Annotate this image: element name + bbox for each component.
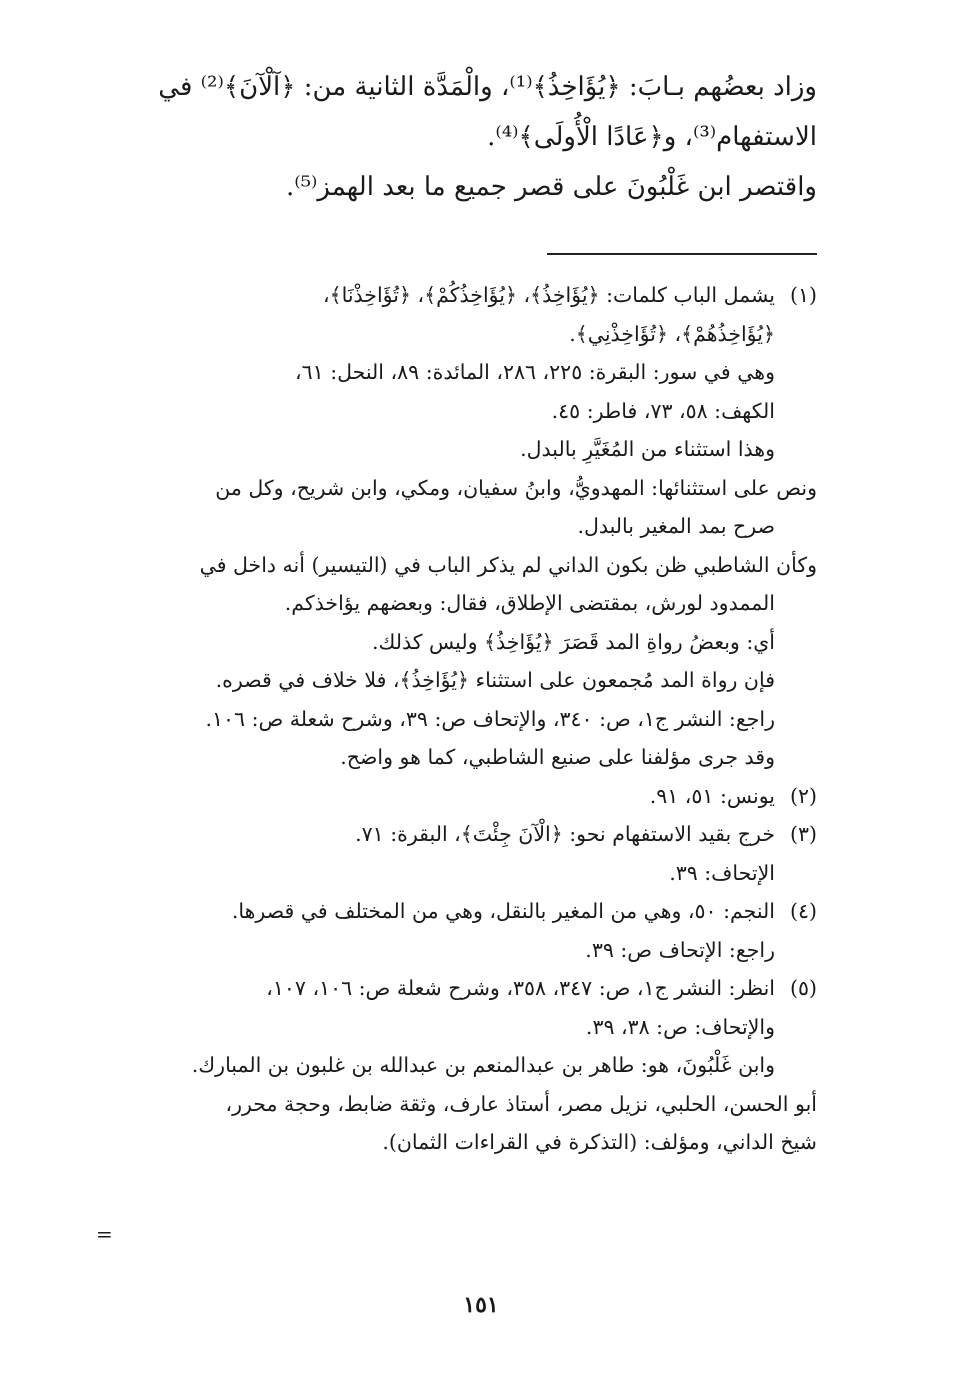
footnote-line: خرج بقيد الاستفهام نحو: ﴿الْآنَ جِئْتَ﴾، البقرة: ٧١.	[355, 822, 775, 846]
main-line: الاستفهام⁽³⁾، و﴿عَادًا الْأُولَى﴾⁽⁴⁾.	[487, 122, 817, 152]
footnote-line: انظر: النشر ج١، ص: ٣٤٧، ٣٥٨، وشرح شعلة ص: ١٠٦، ١٠٧،	[266, 976, 775, 1000]
footnote-1	[105, 276, 817, 777]
footnote-line: وهذا استثناء من المُغَيَّرِ بالبدل.	[520, 437, 775, 461]
footnote-line: وابن غَلْبُونَ، هو: طاهر بن عبدالمنعم بن عبدالله بن غلبون بن المبارك.	[191, 1053, 775, 1077]
footnotes	[105, 276, 817, 1162]
footnote-line: أي: وبعضُ رواةِ المد قَصَرَ ﴿يُؤَاخِذُ﴾ وليس كذلك.	[371, 629, 775, 654]
footnote-line: صرح بمد المغير بالبدل.	[577, 514, 775, 538]
footnote-line: راجع: الإتحاف ص: ٣٩.	[585, 937, 775, 962]
footnote-line: يونس: ٥١، ٩١.	[649, 783, 775, 808]
footnote-line: والإتحاف: ص: ٣٨، ٣٩.	[585, 1014, 775, 1039]
footnote-3	[105, 815, 817, 892]
footnote-number: (٥)	[789, 976, 817, 1000]
footnote-line: ﴿يُؤَاخِذُهُمْ﴾، ﴿تُؤَاخِذْنِي﴾.	[569, 321, 775, 346]
footnote-number: (١)	[789, 283, 817, 307]
footnote-5	[105, 969, 817, 1162]
footnote-4	[105, 892, 817, 969]
page-number: ١٥١	[463, 1292, 499, 1318]
footnote-number: (٢)	[789, 783, 817, 808]
main-line: وزاد بعضُهم بـابَ: ﴿يُؤَاخِذُ﴾⁽¹⁾، والْمَدَّة الثانية من: ﴿آلْآنَ﴾⁽²⁾ في	[158, 72, 817, 102]
footnote-line: وهي في سور: البقرة: ٢٢٥، ٢٨٦، المائدة: ٨٩، النحل: ٦١،	[295, 360, 775, 384]
footnote-line: الإتحاف: ٣٩.	[669, 860, 775, 885]
footnote-line: ونص على استثنائها: المهدويُّ، وابنُ سفيان، ومكي، وابن شريح، وكل من	[215, 475, 817, 500]
continuation-mark: =	[96, 1222, 113, 1246]
footnote-2	[105, 777, 817, 816]
footnote-line: الكهف: ٥٨، ٧٣، فاطر: ٤٥.	[551, 398, 775, 423]
footnote-line: النجم: ٥٠، وهي من المغير بالنقل، وهي من المختلف في قصرها.	[231, 899, 775, 923]
footnote-line: وكأن الشاطبي ظن بكون الداني لم يذكر الباب في (التيسير) أنه داخل في	[199, 552, 817, 577]
main-text	[97, 62, 817, 212]
footnote-line: الممدود لورش، بمقتضى الإطلاق، فقال: وبعضهم يؤاخذكم.	[284, 591, 775, 615]
footnote-line: وقد جرى مؤلفنا على صنيع الشاطبي، كما هو واضح.	[340, 745, 775, 769]
footnote-number: (٣)	[789, 822, 817, 846]
footnote-separator	[547, 253, 817, 255]
footnote-line: أبو الحسن، الحلبي، نزيل مصر، أستاذ عارف، وثقة ضابط، وحجة محرر،	[225, 1091, 817, 1116]
footnote-line: فإن رواة المد مُجمعون على استثناء ﴿يُؤَاخِذُ﴾، فلا خلاف في قصره.	[215, 668, 775, 692]
footnote-line: يشمل الباب كلمات: ﴿يُؤَاخِذُ﴾، ﴿يُؤَاخِذُكُمْ﴾، ﴿تُؤَاخِذْنَا﴾،	[322, 283, 775, 307]
footnote-line: شيخ الداني، ومؤلف: (التذكرة في القراءات الثمان).	[382, 1130, 817, 1154]
footnote-line: راجع: النشر ج١، ص: ٣٤٠، والإتحاف ص: ٣٩، وشرح شعلة ص: ١٠٦.	[205, 706, 775, 731]
main-line: واقتصر ابن غَلْبُونَ على قصر جميع ما بعد الهمز⁽⁵⁾.	[285, 172, 817, 202]
footnote-number: (٤)	[789, 899, 817, 923]
